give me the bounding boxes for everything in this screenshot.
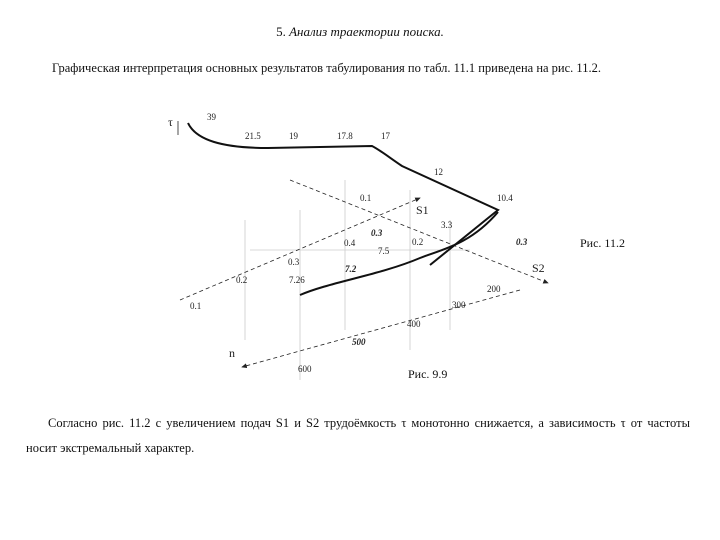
intro-paragraph: Графическая интерпретация основных результатов табулирования по табл. 11.1 приведена на рис. 11.2. [52, 61, 601, 75]
s1-tick-label: 0.2 [236, 275, 248, 285]
n-axis [242, 290, 520, 367]
top-label-19: 19 [289, 131, 298, 141]
top-label-12: 12 [434, 167, 443, 177]
figure-guides [245, 180, 470, 380]
n-tick-label: 500 [352, 337, 366, 347]
top-label-21-5: 21.5 [245, 131, 261, 141]
n-tick-label: 600 [298, 364, 312, 374]
mid-label: 7.2 [345, 264, 357, 274]
mid-label: 7.5 [378, 246, 390, 256]
top-label-17: 17 [381, 131, 390, 141]
conclusion-paragraph: Согласно рис. 11.2 с увеличением подач S1 и S2 трудоёмкость τ монотонно снижается, а зависимость τ от частоты носит экстремальный характер. [26, 416, 690, 455]
s1-tick-label: 0.1 [360, 193, 372, 203]
mid-label: 0.3 [371, 228, 383, 238]
s1-tick-label: 0.1 [190, 301, 202, 311]
axis-label-n: n [229, 346, 235, 360]
n-tick-label: 400 [407, 319, 421, 329]
s2-tick-label: 0.2 [412, 237, 424, 247]
figure-caption-right: Рис. 11.2 [580, 236, 625, 250]
section-title: Анализ траектории поиска. [289, 24, 444, 39]
mid-trajectory-curve [300, 212, 498, 295]
mid-label: 3.3 [441, 220, 453, 230]
mid-label: 7.26 [289, 275, 305, 285]
n-tick-label: 200 [487, 284, 501, 294]
axis-label-s2: S2 [532, 261, 545, 275]
figure-caption-bottom: Рис. 9.9 [408, 367, 448, 381]
s1-tick-label: 0.4 [344, 238, 356, 248]
s1-tick-label: 0.3 [288, 257, 300, 267]
s2-tick-label: 0.3 [516, 237, 528, 247]
axis-label-s1: S1 [416, 203, 429, 217]
top-label-39: 39 [207, 112, 216, 122]
section-number: 5. [276, 24, 286, 39]
tau-trajectory-curve [188, 123, 498, 265]
n-tick-label: 300 [452, 300, 466, 310]
top-label-17-8: 17.8 [337, 131, 353, 141]
top-label-10-4: 10.4 [497, 193, 513, 203]
axis-label-tau: τ [168, 115, 173, 129]
